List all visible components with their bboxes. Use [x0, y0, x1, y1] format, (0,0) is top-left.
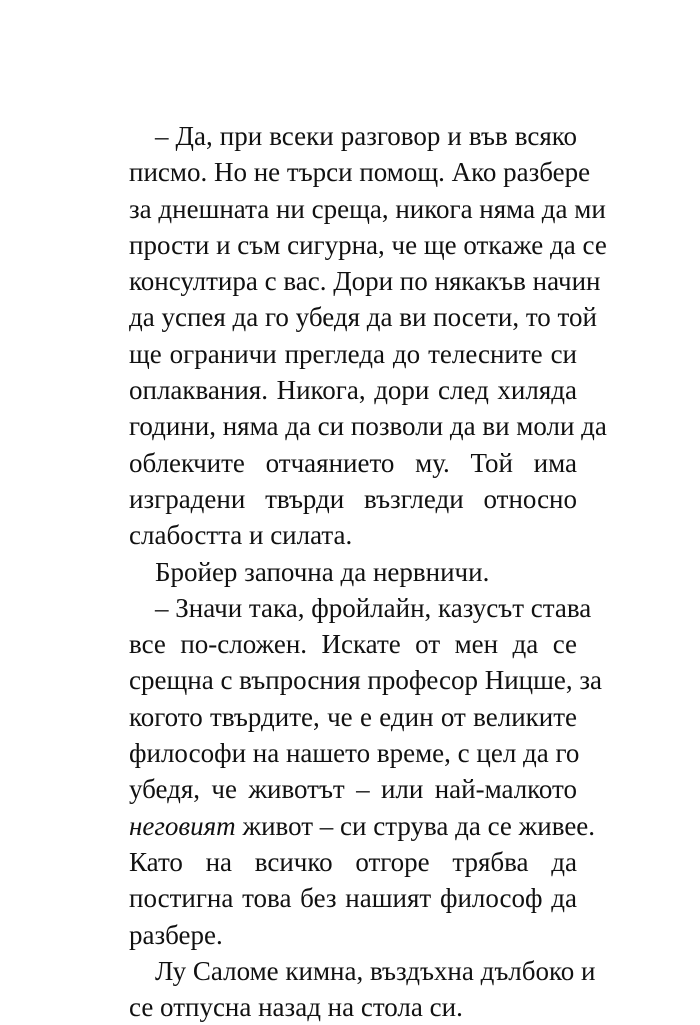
text-line: години, няма да си позволи да ви моли да — [129, 411, 607, 442]
text-line: – Да, при всеки разговор и във всяко — [155, 121, 577, 151]
text-line: прости и съм сигурна, че ще откаже да се — [129, 229, 607, 260]
text-line: консултира с вас. Дори по някакъв начин — [129, 266, 601, 297]
text-line: се отпусна назад на стола си. — [129, 992, 463, 1023]
text-line: срещна с въпросния професор Ницше, за — [129, 665, 603, 696]
text-line: облекчите отчаянието му. Той има — [129, 447, 577, 478]
italic-word: неговият — [129, 810, 236, 841]
text-line: слабостта и силата. — [129, 520, 353, 551]
body-text — [129, 118, 607, 1025]
text-line: за днешната ни среща, никога няма да ми — [129, 193, 606, 224]
text-line: да успея да го убедя да ви посети, то той — [129, 302, 597, 333]
text-line — [129, 808, 596, 844]
text-line: Лу Саломе кимна, въздъхна дълбоко и — [155, 955, 596, 986]
text-line: философи на нашето време, с цел да го — [129, 738, 580, 769]
text-line: убедя, че животът – или най-малкото — [129, 774, 577, 805]
text-line: писмо. Но не търси помощ. Ако разбере — [129, 157, 591, 188]
text-line: Бройер започна да нервничи. — [155, 556, 490, 587]
text-line: оплаквания. Никога, дори след хиляда — [129, 375, 577, 406]
text-line: разбере. — [129, 919, 223, 950]
text-line: все по-сложен. Искате от мен да се — [129, 629, 577, 660]
text-line: постигна това без нашият философ да — [129, 883, 577, 914]
text-line: изградени твърди възгледи относно — [129, 483, 577, 514]
text-line: ще ограничи прегледа до телесните си — [129, 338, 577, 369]
text-line: – Значи така, фройлайн, казусът става — [155, 592, 592, 623]
text-line: когото твърдите, че е един от великите — [129, 701, 577, 732]
text-line: Като на всичко отгоре трябва да — [129, 846, 577, 877]
text-line-rest: живот – си струва да се живее. — [242, 810, 596, 841]
